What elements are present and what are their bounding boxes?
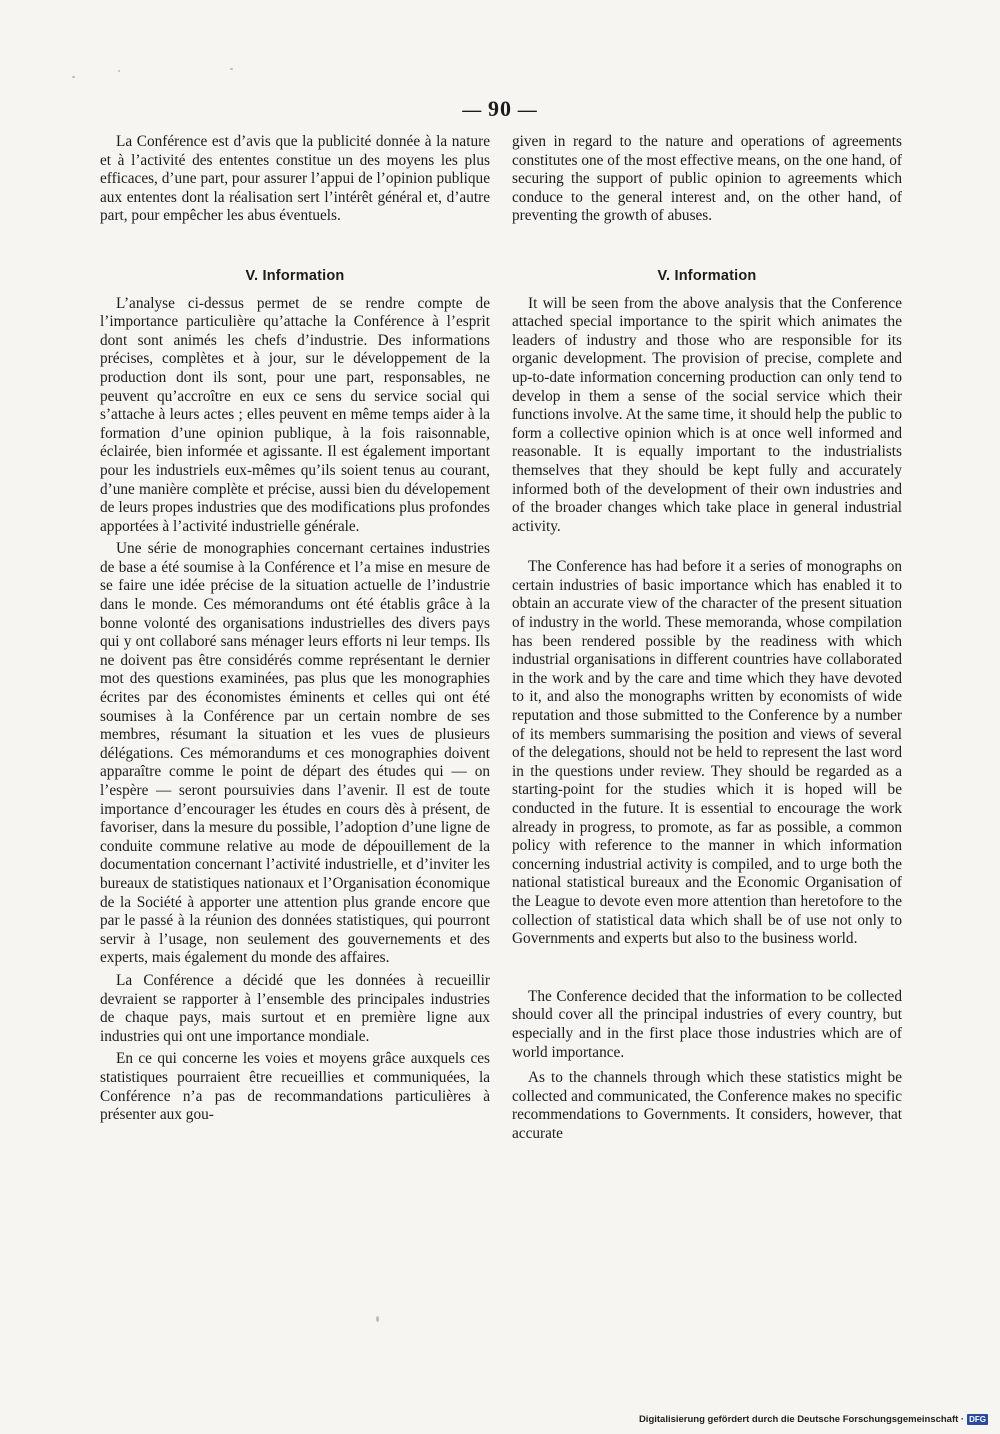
french-paragraph-4: La Conférence a décidé que les données à recueillir devraient se rapporter à l’ensemble des principales industries de chaque pays, mais surtout et en première ligne aux industries qui ont une importance mondiale.: [100, 971, 490, 1045]
french-column: [100, 133, 490, 1125]
dfg-logo: DFG: [969, 1415, 986, 1424]
english-column: [512, 133, 902, 1144]
digitization-credit: [639, 1414, 988, 1425]
scan-speck: [72, 76, 75, 78]
scan-speck: [118, 70, 120, 72]
french-section-heading: V. Information: [245, 267, 345, 284]
french-paragraph-5: En ce qui concerne les voies et moyens grâce auxquels ces statistiques pourraient être recueillies et communiquées, la Conférence n’a pas de recommandations particulières à présenter aux gou-: [100, 1050, 490, 1124]
english-paragraph-2: It will be seen from the above analysis that the Conference attached special importance to the spirit which animates the leaders of industry and those who are responsible for its organic development. The provision of precise, complete and up-to-date information concerning production can only tend to develop in them a sense of the social service which their functions involve. At the same time, it should help the public to form a collective opinion which is at once well informed and reasonable. It is equally important to the industrialists themselves that they should be kept fully and accurately informed both of the development of their own industries and of the broader changes which take place in general industrial activity.: [512, 294, 902, 535]
english-section-heading: V. Information: [657, 267, 757, 284]
english-paragraph-3: The Conference has had before it a series of monographs on certain industries of basic importance which has enabled it to obtain an accurate view of the character of the present situation of industry in the world. These memoranda, whose compilation has been rendered possible by the readiness with which industrial organisations in different countries have collaborated in the work and by the care and time which they have devoted to it, and also the monographs written by economists of wide reputation and those submitted to the Conference by a number of its members summarising the position and views of several of the delegations, should not be held to represent the last word in the questions under review. They should be regarded as a starting-point for the studies which it is hoped will be conducted in the future. It is essential to encourage the work already in progress, to promote, as far as possible, a common policy with reference to the manner in which information concerning industrial activity is compiled, and to urge both the national statistical bureaux and the Economic Organisation of the League to devote even more attention than heretofore to the collection of statistical data which shall be of use not only to Governments and experts but also to the business world.: [512, 558, 902, 948]
digitization-credit-text: Digitalisierung gefördert durch die Deutsche Forschungsgemeinschaft ·: [638, 1414, 965, 1425]
scan-speck: [230, 68, 233, 70]
french-paragraph-1: La Conférence est d’avis que la publicité donnée à la nature et à l’activité des ententes constitue un des moyens les plus efficaces, d’une part, pour assurer l’appui de l’opinion publique aux ententes dont la réalisation sert l’intérêt général et, d’autre part, pour empêcher les abus éventuels.: [100, 133, 490, 225]
page-number: — 90 —: [462, 96, 538, 121]
french-paragraph-3: Une série de monographies concernant certaines industries de base a été soumise à la Conférence et l’a mise en mesure de se faire une idée précise de la situation actuelle de l’industrie dans le monde. Ces mémorandums ont été établis grâce à la bonne volonté des organisations industrielles des divers pays qui y ont collaboré sans ménager leurs efforts ni leur temps. Ils ne doivent pas être considérés comme représentant le dernier mot des questions examinées, pas plus que les monographies écrites par des économistes éminents et celles qui ont été soumises à la Conférence par un certain nombre de ses membres, résumant la situation et les vues de plusieurs délégations. Ces mémorandums et ces monographies doivent apparaître comme le point de départ des études qui — on l’espère — seront poursuivies dans l’avenir. Il est de toute importance d’encourager les études en cours dès à présent, de favoriser, dans la mesure du possible, l’adoption d’une ligne de conduite commune relative au mode de dépouillement de la documentation concernant l’activité industrielle, et d’inviter les bureaux de statistiques nationaux et l’Organisation économique de la Société à apporter une attention plus grande encore que par le passé à la réunion des données statistiques, qui pourront servir à l’usage, non seulement des gouvernements et des experts, mais également du monde des affaires.: [100, 540, 490, 967]
english-paragraph-4: The Conference decided that the information to be collected should cover all the principal industries of every country, but especially and in the first place those industries which are of world importance.: [512, 987, 902, 1061]
english-paragraph-5: As to the channels through which these statistics might be collected and communicated, the Conference makes no specific recommendations to Governments. It considers, however, that accurate: [512, 1069, 902, 1142]
english-paragraph-1: given in regard to the nature and operations of agreements constitutes one of the most effective means, on the one hand, of securing the support of public opinion to agreements which conduce to the general interest and, on the other hand, of preventing the growth of abuses.: [512, 133, 902, 225]
page-number-value: 90: [488, 96, 512, 121]
french-paragraph-2: L’analyse ci-dessus permet de se rendre compte de l’importance particulière qu’attache la Conférence à l’esprit dont sont animés les chefs d’industrie. Des informations précises, complètes et à jour, sur le développement de la production dont ils sont, pour une part, responsables, ne peuvent qu’accroître en eux ce sens du service social qui s’attache à leurs actes ; elles peuvent en même temps aider à la formation d’une opinion publique, à la fois raisonnable, éclairée, bien informée et agissante. Il est également important pour les industriels eux-mêmes qu’ils soient tenus au courant, d’une manière complète et précise, aussi bien du dévelopement de leurs propes industries que des modifications plus profondes apportées à l’activité industrielle générale.: [100, 294, 490, 535]
scan-speck: [376, 1316, 379, 1322]
